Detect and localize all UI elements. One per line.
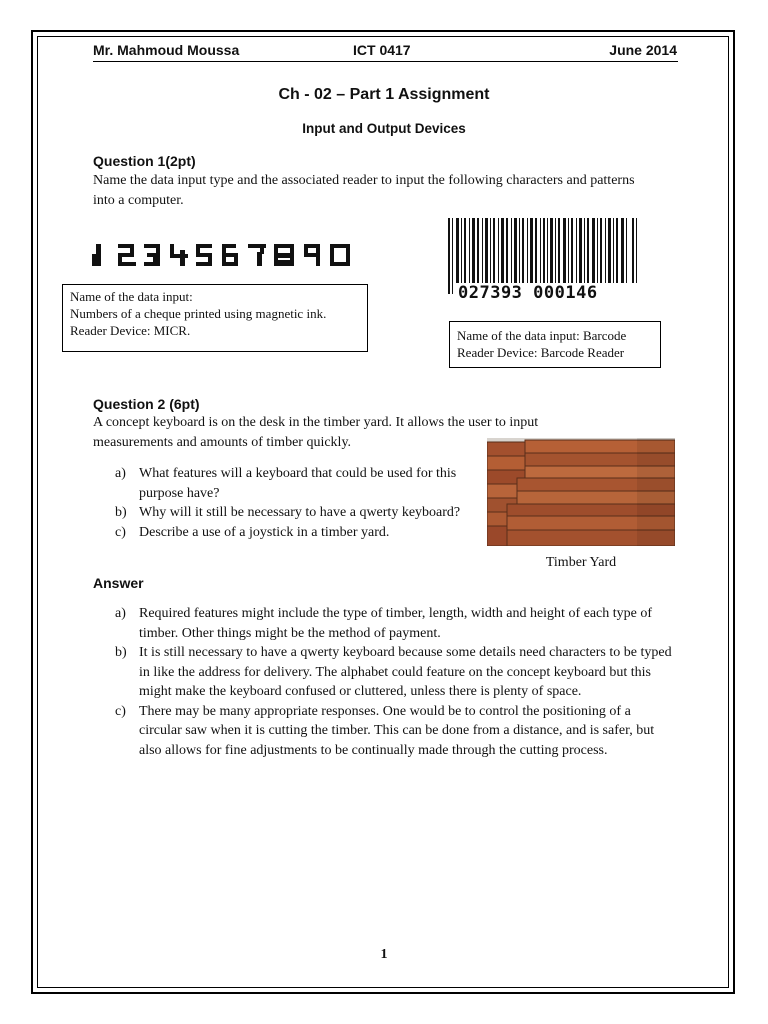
list-marker: a)	[115, 466, 126, 481]
question-2-heading: Question 2 (6pt)	[93, 396, 200, 412]
list-item-text: It is still necessary to have a qwerty keyboard because some details need characters to be typed in like the address for delivery. The alphabet could feature on the concept keyboard but this might make the keyboard confused or cluttered, unless there is plenty of space.	[139, 645, 672, 699]
answer-heading: Answer	[93, 575, 144, 591]
list-marker: c)	[115, 524, 126, 540]
list-item	[93, 523, 478, 543]
list-item-text: What features will a keyboard that could be used for this purpose have?	[139, 466, 457, 501]
page-number: 1	[380, 947, 388, 962]
header-author: Mr. Mahmoud Moussa	[93, 42, 240, 58]
question-1-text: Name the data input type and the associated reader to input the following characters and patterns into a computer.	[93, 173, 635, 208]
answer-box-micr-line1: Name of the data input:	[70, 289, 193, 304]
question-2-text: A concept keyboard is on the desk in the timber yard. It allows the user to input measurements and amounts of timber quickly.	[93, 415, 539, 450]
answer-list	[93, 604, 673, 760]
header-date: June 2014	[609, 42, 677, 58]
page-header	[93, 42, 677, 62]
list-item-text: Required features might include the type of timber, length, width and height of each type of timber. Other things might be the method of payment.	[139, 606, 653, 641]
micr-characters-image	[92, 240, 354, 272]
answer-box-barcode	[449, 321, 661, 368]
header-rule	[93, 61, 678, 62]
answer-box-micr-line3: Reader Device: MICR.	[70, 323, 191, 338]
question-2-list	[93, 464, 478, 542]
answer-box-barcode-line2: Reader Device: Barcode Reader	[457, 345, 625, 360]
list-marker: b)	[115, 645, 127, 660]
barcode-number: 027393 000146	[456, 283, 644, 303]
answer-box-micr-line2: Numbers of a cheque printed using magnetic ink.	[70, 306, 327, 321]
header-course: ICT 0417	[353, 42, 411, 58]
list-marker: c)	[115, 703, 126, 719]
timber-yard-caption: Timber Yard	[545, 555, 617, 570]
list-item	[93, 643, 673, 702]
answer-box-barcode-line1: Name of the data input: Barcode	[457, 328, 627, 343]
list-item-text: Why will it still be necessary to have a qwerty keyboard?	[139, 505, 461, 520]
list-item	[93, 702, 673, 761]
timber-yard-photo	[487, 438, 675, 546]
list-item-text: Describe a use of a joystick in a timber yard.	[139, 524, 390, 540]
list-item	[93, 503, 478, 523]
list-item	[93, 464, 478, 503]
page-title: Ch - 02 – Part 1 Assignment	[278, 86, 490, 103]
page-subtitle: Input and Output Devices	[302, 121, 466, 136]
list-item	[93, 604, 673, 643]
answer-box-micr	[62, 284, 368, 352]
question-1-heading: Question 1(2pt)	[93, 153, 196, 169]
list-marker: b)	[115, 505, 127, 520]
list-item-text: There may be many appropriate responses. One would be to control the positioning of a circular saw when it is cutting the timber. This can be done from a distance, and is safer, but also allows for fine adjustments to be continually made through the cutting process.	[139, 703, 655, 758]
list-marker: a)	[115, 606, 126, 621]
